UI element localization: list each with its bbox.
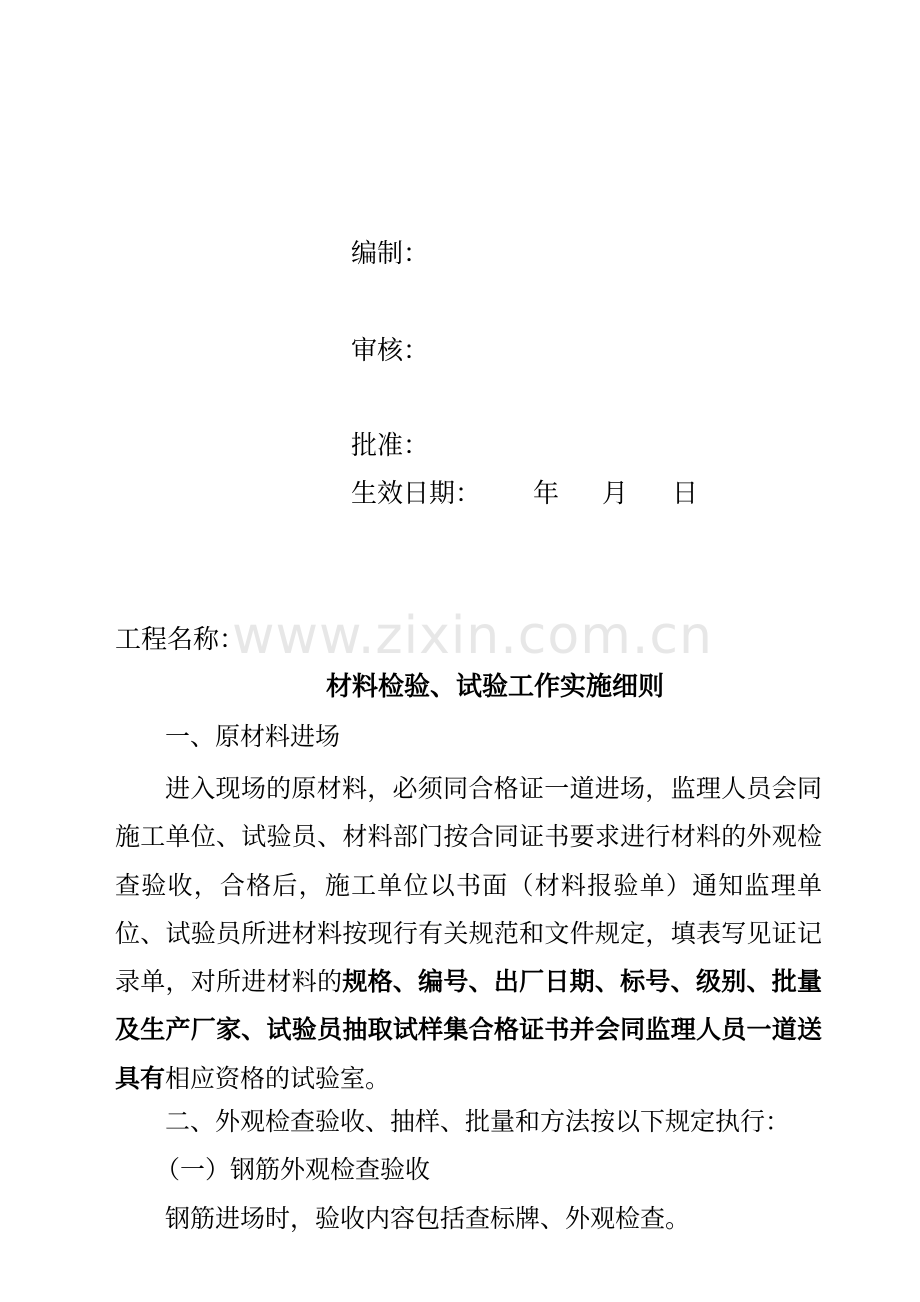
month-unit: 月: [602, 479, 629, 509]
effective-date-row: [351, 478, 711, 510]
year-unit: 年: [533, 479, 560, 509]
document-title: 材料检验、试验工作实施细则: [325, 672, 664, 702]
section1-heading: 一、原材料进场: [165, 722, 341, 751]
section1-text-part2: 相应资格的试验室。: [165, 1063, 391, 1093]
reviewer-label: 审核：: [351, 336, 430, 366]
day-unit: 日: [672, 479, 699, 509]
section1-text-part1: 进入现场的原材料，必须同合格证一道进场，监理人员会同施工单位、试验员、材料部门按合同证书要求进行材料的外观检查验收，合格后，施工单位以书面（材料报验单）通知监理单位、试验员所进材料按现行有关规范和文件规定，填表写见证记录单，对所进材料的: [115, 774, 822, 997]
section2-heading: 二、外观检查验收、抽样、批量和方法按以下规定执行：: [165, 1107, 791, 1136]
section1-text-bold: 规格、编号、出厂日期、标号、级别、批量及生产厂家、试验员抽取试样集合格证书并会同监理人员一道送具有: [115, 967, 822, 1093]
project-name-label: 工程名称：: [115, 625, 246, 655]
watermark: www.zixin.com.cn: [232, 606, 713, 666]
subsection1-text: 钢筋进场时，验收内容包括查标牌、外观检查。: [165, 1204, 691, 1233]
effective-date-label: 生效日期：: [351, 479, 482, 509]
section1-paragraph: [115, 765, 822, 1103]
subsection1-heading: （一）钢筋外观检查验收: [155, 1155, 431, 1184]
editor-label: 编制：: [351, 239, 430, 269]
approver-label: 批准：: [351, 431, 430, 461]
